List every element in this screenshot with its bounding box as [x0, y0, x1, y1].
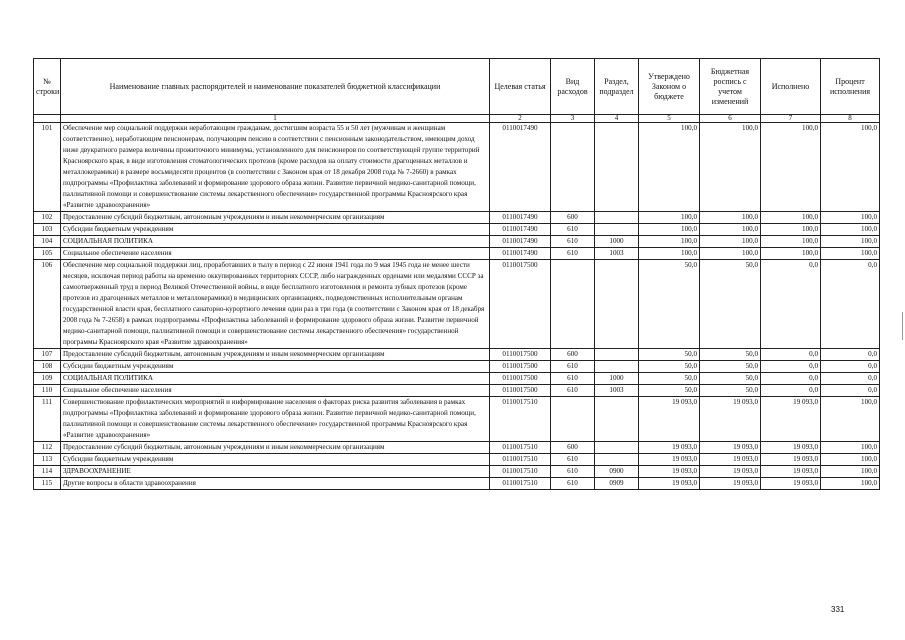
- row-budget: 19 093,0: [700, 454, 761, 466]
- table-row: [34, 361, 880, 373]
- header-percent: Процент исполнения: [821, 59, 880, 115]
- row-executed: 0,0: [761, 373, 821, 385]
- row-name: Предоставление субсидий бюджетным, автономным учреждениям и иным некоммерческим организациям: [61, 442, 490, 454]
- row-number: 102: [34, 212, 61, 224]
- row-target: 0110017510: [490, 478, 551, 490]
- row-approved: 19 093,0: [639, 466, 700, 478]
- row-budget: 19 093,0: [700, 442, 761, 454]
- row-percent: 100,0: [821, 478, 880, 490]
- row-section: 1000: [595, 373, 639, 385]
- row-budget: 100,0: [700, 224, 761, 236]
- row-budget: 100,0: [700, 236, 761, 248]
- row-executed: 0,0: [761, 349, 821, 361]
- row-section: [595, 397, 639, 442]
- row-approved: 100,0: [639, 248, 700, 260]
- row-percent: 0,0: [821, 361, 880, 373]
- row-approved: 100,0: [639, 212, 700, 224]
- row-kind: 600: [551, 212, 595, 224]
- row-name: Социальное обеспечение населения: [61, 385, 490, 397]
- row-approved: 50,0: [639, 349, 700, 361]
- row-percent: 0,0: [821, 349, 880, 361]
- row-approved: 19 093,0: [639, 442, 700, 454]
- row-executed: 0,0: [761, 361, 821, 373]
- row-name: Субсидии бюджетным учреждениям: [61, 454, 490, 466]
- row-executed: 0,0: [761, 260, 821, 349]
- row-executed: 19 093,0: [761, 454, 821, 466]
- column-index-cell: 7: [761, 115, 821, 123]
- column-index-cell: 6: [700, 115, 761, 123]
- row-executed: 19 093,0: [761, 442, 821, 454]
- table-row: [34, 260, 880, 349]
- row-budget: 50,0: [700, 373, 761, 385]
- table-row: [34, 442, 880, 454]
- row-number: 103: [34, 224, 61, 236]
- row-kind: 610: [551, 385, 595, 397]
- column-index-cell: 1: [61, 115, 490, 123]
- row-target: 0110017490: [490, 224, 551, 236]
- row-target: 0110017500: [490, 349, 551, 361]
- row-section: [595, 361, 639, 373]
- row-name: Социальное обеспечение населения: [61, 248, 490, 260]
- row-executed: 100,0: [761, 248, 821, 260]
- row-approved: 100,0: [639, 224, 700, 236]
- row-approved: 19 093,0: [639, 478, 700, 490]
- column-index-cell: 8: [821, 115, 880, 123]
- row-executed: 100,0: [761, 212, 821, 224]
- table-row: [34, 478, 880, 490]
- row-executed: 19 093,0: [761, 478, 821, 490]
- row-approved: 50,0: [639, 260, 700, 349]
- row-kind: 610: [551, 224, 595, 236]
- row-number: 106: [34, 260, 61, 349]
- row-section: [595, 260, 639, 349]
- row-kind: [551, 397, 595, 442]
- row-kind: 610: [551, 236, 595, 248]
- row-percent: 100,0: [821, 212, 880, 224]
- row-percent: 100,0: [821, 466, 880, 478]
- row-section: 0909: [595, 478, 639, 490]
- row-section: [595, 454, 639, 466]
- header-approved: Утверждено Законом о бюджете: [639, 59, 700, 115]
- header-section: Раздел, подраздел: [595, 59, 639, 115]
- row-budget: 19 093,0: [700, 397, 761, 442]
- row-budget: 50,0: [700, 361, 761, 373]
- row-target: 0110017490: [490, 248, 551, 260]
- column-index-cell: [34, 115, 61, 123]
- row-section: [595, 212, 639, 224]
- row-name: Обеспечение мер социальной поддержки лиц, проработавших в тылу в период с 22 июня 1941 года по 9 мая 1945 года не менее шести месяцев, исключая период работы на временно оккупированных территориях СССР, либо награжденных орденами или медалями СССР за самоотверженный труд в период Великой Отечественной войны, в виде бесплатного изготовления и ремонта зубных протезов (кроме протезов из драгоценных металлов и металлокерамики) в медицинских организациях, подведомственных исполнительным органам государственной власти края, бесплатного санаторно-курортного лечения один раз в три года (в соответствии с Законом края от 18 декабря 2008 года № 7-2658) в рамках подпрограммы «Профилактика заболеваний и формирование здорового образа жизни. Развитие первичной медико-санитарной помощи, паллиативной помощи и совершенствование системы лекарственного обеспечения» государственной программы Красноярского края «Развитие здравоохранения»: [61, 260, 490, 349]
- column-index-cell: 2: [490, 115, 551, 123]
- row-percent: 100,0: [821, 454, 880, 466]
- row-number: 114: [34, 466, 61, 478]
- row-executed: 100,0: [761, 236, 821, 248]
- row-section: [595, 442, 639, 454]
- row-budget: 50,0: [700, 260, 761, 349]
- row-target: 0110017490: [490, 236, 551, 248]
- row-number: 112: [34, 442, 61, 454]
- row-number: 111: [34, 397, 61, 442]
- row-name: Субсидии бюджетным учреждениям: [61, 361, 490, 373]
- row-target: 0110017500: [490, 373, 551, 385]
- row-kind: 610: [551, 478, 595, 490]
- row-section: 1003: [595, 385, 639, 397]
- row-number: 108: [34, 361, 61, 373]
- scan-edge-mark: [902, 312, 903, 340]
- row-percent: 100,0: [821, 442, 880, 454]
- row-kind: [551, 260, 595, 349]
- row-percent: 0,0: [821, 385, 880, 397]
- row-percent: 100,0: [821, 236, 880, 248]
- row-name: Субсидии бюджетным учреждениям: [61, 224, 490, 236]
- row-percent: 100,0: [821, 397, 880, 442]
- row-section: 1000: [595, 236, 639, 248]
- row-name: СОЦИАЛЬНАЯ ПОЛИТИКА: [61, 373, 490, 385]
- row-target: 0110017490: [490, 212, 551, 224]
- row-target: 0110017510: [490, 442, 551, 454]
- row-target: 0110017510: [490, 454, 551, 466]
- row-name: Предоставление субсидий бюджетным, автономным учреждениям и иным некоммерческим организациям: [61, 212, 490, 224]
- row-executed: 0,0: [761, 385, 821, 397]
- row-approved: 50,0: [639, 385, 700, 397]
- table-row: [34, 466, 880, 478]
- row-number: 115: [34, 478, 61, 490]
- row-percent: 100,0: [821, 123, 880, 212]
- row-kind: 610: [551, 361, 595, 373]
- row-kind: 610: [551, 454, 595, 466]
- table-row: [34, 397, 880, 442]
- row-executed: 19 093,0: [761, 397, 821, 442]
- row-number: 105: [34, 248, 61, 260]
- row-executed: 100,0: [761, 123, 821, 212]
- table-row: [34, 248, 880, 260]
- row-name: Обеспечение мер социальной поддержки неработающим гражданам, достигшим возраста 55 и 50 лет (мужчинам и женщинам соответственно), неработающим пенсионерам, получающим пенсию в соответствии с пенсионным законодательством, имеющим доход ниже двукратного размера величины прожиточного минимума, установленного для пенсионеров по соответствующей группе территорий Красноярского края, в виде изготовления стоматологических протезов (кроме расходов на оплату стоимости драгоценных металлов и металлокерамики) в размере восьмидесяти процентов (в соответствии с Законом края от 18 декабря 2008 года № 7-2660) в рамках подпрограммы «Профилактика заболеваний и формирование здорового образа жизни. Развитие первичной медико-санитарной помощи, паллиативной помощи и совершенствование системы лекарственного обеспечения» государственной программы Красноярского края «Развитие здравоохранения»: [61, 123, 490, 212]
- table-row: [34, 349, 880, 361]
- row-target: 0110017500: [490, 260, 551, 349]
- row-target: 0110017490: [490, 123, 551, 212]
- header-row: [34, 59, 880, 115]
- header-budget: Бюджетная роспись с учетом изменений: [700, 59, 761, 115]
- budget-table: [33, 58, 880, 490]
- row-approved: 100,0: [639, 123, 700, 212]
- row-section: 1003: [595, 248, 639, 260]
- row-name: Совершенствование профилактических мероприятий и информирование населения о факторах риска развития заболевания в рамках подпрограммы «Профилактика заболеваний и формирование здорового образа жизни. Развитие первичной медико-санитарной помощи, паллиативной помощи и совершенствование системы лекарственного обеспечения» государственной программы Красноярского края «Развитие здравоохранения»: [61, 397, 490, 442]
- row-kind: 600: [551, 349, 595, 361]
- row-number: 101: [34, 123, 61, 212]
- row-number: 104: [34, 236, 61, 248]
- row-name: Другие вопросы в области здравоохранения: [61, 478, 490, 490]
- table-row: [34, 454, 880, 466]
- row-kind: [551, 123, 595, 212]
- row-name: СОЦИАЛЬНАЯ ПОЛИТИКА: [61, 236, 490, 248]
- row-number: 107: [34, 349, 61, 361]
- header-num: № строки: [34, 59, 61, 115]
- row-target: 0110017500: [490, 361, 551, 373]
- row-approved: 19 093,0: [639, 397, 700, 442]
- table-body: [34, 123, 880, 490]
- row-budget: 50,0: [700, 385, 761, 397]
- row-target: 0110017510: [490, 397, 551, 442]
- row-approved: 100,0: [639, 236, 700, 248]
- row-target: 0110017500: [490, 385, 551, 397]
- column-index-cell: 4: [595, 115, 639, 123]
- table-row: [34, 373, 880, 385]
- budget-table-sheet: [33, 58, 879, 490]
- page-number: 331: [831, 605, 845, 614]
- table-row: [34, 212, 880, 224]
- column-index-row: [34, 115, 880, 123]
- row-number: 113: [34, 454, 61, 466]
- header-target: Целевая статья: [490, 59, 551, 115]
- row-kind: 610: [551, 466, 595, 478]
- table-row: [34, 123, 880, 212]
- column-index-cell: 5: [639, 115, 700, 123]
- row-kind: 600: [551, 442, 595, 454]
- row-budget: 100,0: [700, 248, 761, 260]
- row-target: 0110017510: [490, 466, 551, 478]
- row-section: 0900: [595, 466, 639, 478]
- header-kind: Вид расходов: [551, 59, 595, 115]
- row-approved: 19 093,0: [639, 454, 700, 466]
- row-section: [595, 123, 639, 212]
- header-name: Наименование главных распорядителей и наименование показателей бюджетной классификации: [61, 59, 490, 115]
- table-row: [34, 236, 880, 248]
- row-percent: 100,0: [821, 248, 880, 260]
- table-row: [34, 385, 880, 397]
- row-name: Предоставление субсидий бюджетным, автономным учреждениям и иным некоммерческим организациям: [61, 349, 490, 361]
- row-budget: 100,0: [700, 123, 761, 212]
- row-executed: 100,0: [761, 224, 821, 236]
- row-budget: 19 093,0: [700, 466, 761, 478]
- row-budget: 19 093,0: [700, 478, 761, 490]
- row-kind: 610: [551, 373, 595, 385]
- row-name: ЗДРАВООХРАНЕНИЕ: [61, 466, 490, 478]
- row-approved: 50,0: [639, 361, 700, 373]
- table-row: [34, 224, 880, 236]
- row-approved: 50,0: [639, 373, 700, 385]
- row-percent: 0,0: [821, 373, 880, 385]
- row-executed: 19 093,0: [761, 466, 821, 478]
- row-number: 109: [34, 373, 61, 385]
- row-percent: 0,0: [821, 260, 880, 349]
- row-percent: 100,0: [821, 224, 880, 236]
- header-executed: Исполнено: [761, 59, 821, 115]
- row-section: [595, 224, 639, 236]
- row-kind: 610: [551, 248, 595, 260]
- row-budget: 100,0: [700, 212, 761, 224]
- row-budget: 50,0: [700, 349, 761, 361]
- row-number: 110: [34, 385, 61, 397]
- row-section: [595, 349, 639, 361]
- column-index-cell: 3: [551, 115, 595, 123]
